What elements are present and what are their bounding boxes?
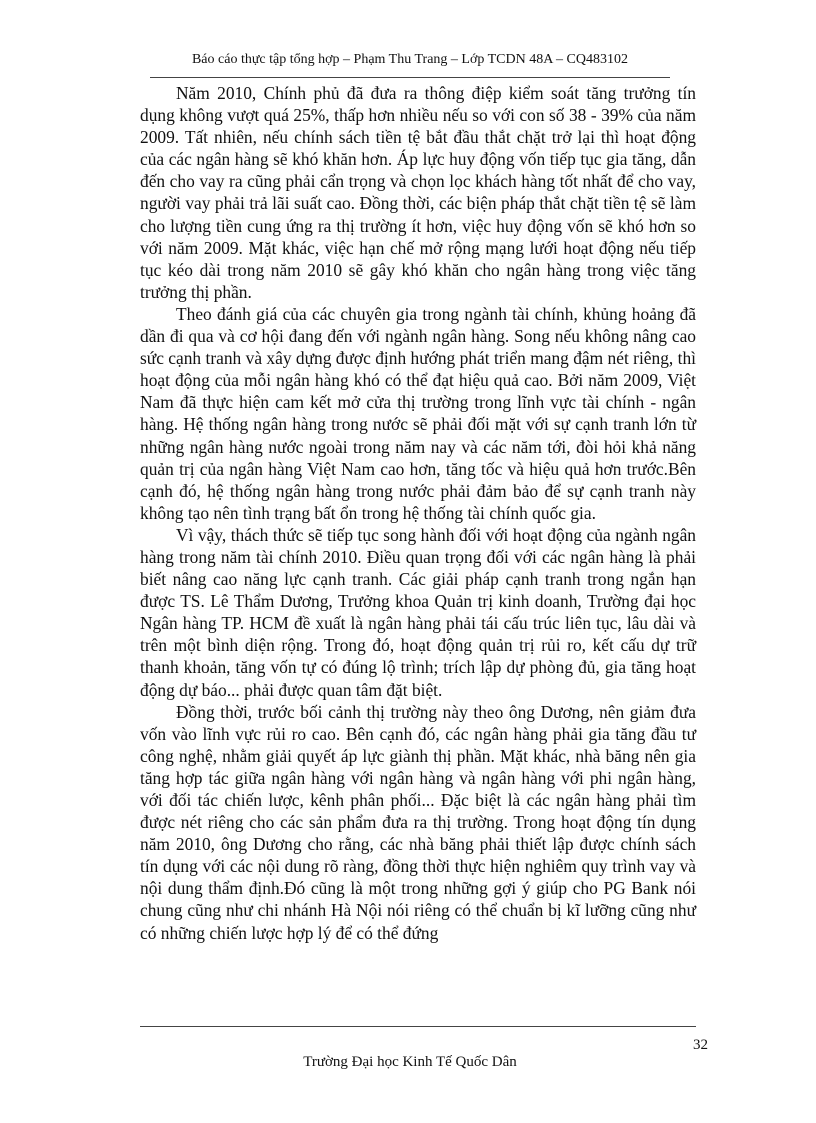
header-divider (150, 77, 670, 78)
paragraph: Đồng thời, trước bối cảnh thị trường này theo ông Dương, nên giảm đưa vốn vào lĩnh vực rủi ro cao. Bên cạnh đó, các ngân hàng phải gia tăng đầu tư công nghệ, nhằm giải quyết áp lực giành thị phần. Mặt khác, nhà băng nên gia tăng hợp tác giữa ngân hàng với ngân hàng và ngân hàng với phi ngân hàng, với đối tác chiến lược, kênh phân phối... Đặc biệt là các ngân hàng phải tìm được nét riêng cho các sản phẩm đưa ra thị trường. Trong hoạt động tín dụng năm 2010, ông Dương cho rằng, các nhà băng phải thiết lập được chính sách tín dụng với các nội dung rõ ràng, đồng thời thực hiện nghiêm quy trình vay và nội dung thẩm định.Đó cũng là một trong những gợi ý giúp cho PG Bank nói chung cũng như chi nhánh Hà Nội nói riêng có thể chuẩn bị kĩ lưỡng cũng như có những chiến lược hợp lý để có thể đứng (140, 701, 696, 943)
running-header: Báo cáo thực tập tổng hợp – Phạm Thu Trang – Lớp TCDN 48A – CQ483102 (191, 52, 629, 67)
paragraph: Năm 2010, Chính phủ đã đưa ra thông điệp kiểm soát tăng trưởng tín dụng không vượt quá 25%, thấp hơn nhiều nếu so với con số 38 - 39% của năm 2009. Tất nhiên, nếu chính sách tiền tệ bắt đầu thắt chặt trở lại thì hoạt động của các ngân hàng sẽ khó khăn hơn. Áp lực huy động vốn tiếp tục gia tăng, dẫn đến cho vay ra cũng phải cẩn trọng và chọn lọc khách hàng tốt nhất để cho vay, người vay phải trả lãi suất cao. Đồng thời, các biện pháp thắt chặt tiền tệ sẽ làm cho lượng tiền cung ứng ra thị trường ít hơn, việc huy động vốn sẽ khó hơn so với năm 2009. Mặt khác, việc hạn chế mở rộng mạng lưới hoạt động nếu tiếp tục kéo dài trong năm 2010 sẽ gây khó khăn cho ngân hàng trong việc tăng trưởng thị phần. (140, 83, 696, 302)
paragraph: Theo đánh giá của các chuyên gia trong ngành tài chính, khủng hoảng đã dần đi qua và cơ hội đang đến với ngành ngân hàng. Song nếu không nâng cao sức cạnh tranh và xây dựng được định hướng phát triển mang đậm nét riêng, thì hoạt động của mỗi ngân hàng khó có thể đạt hiệu quả cao. Bởi năm 2009, Việt Nam đã thực hiện cam kết mở cửa thị trường trong lĩnh vực tài chính - ngân hàng. Hệ thống ngân hàng trong nước sẽ phải đối mặt với sự cạnh tranh lớn từ những ngân hàng nước ngoài trong năm nay và các năm tới, đòi hỏi khả năng quản trị của ngân hàng Việt Nam cao hơn, tăng tốc và hiệu quả hơn trước.Bên cạnh đó, hệ thống ngân hàng trong nước phải đảm bảo để sự cạnh tranh này không tạo nên tình trạng bất ổn trong hệ thống tài chính quốc gia. (140, 303, 696, 523)
running-footer: Trường Đại học Kinh Tế Quốc Dân (303, 1054, 517, 1070)
paragraph: Vì vậy, thách thức sẽ tiếp tục song hành đối với hoạt động của ngành ngân hàng trong năm tài chính 2010. Điều quan trọng đối với các ngân hàng là phải biết nâng cao năng lực cạnh tranh. Các giải pháp cạnh tranh trong ngắn hạn được TS. Lê Thẩm Dương, Trưởng khoa Quản trị kinh doanh, Trường đại học Ngân hàng TP. HCM đề xuất là ngân hàng phải tái cấu trúc liên tục, lâu dài và trên một bình diện rộng. Trong đó, hoạt động quản trị rủi ro, kết cấu dự trữ thanh khoản, tăng vốn tự có đúng lộ trình; trích lập dự phòng đủ, gia tăng hoạt động dự báo... phải được quan tâm đặt biệt. (140, 524, 696, 700)
footer-divider (140, 1026, 696, 1027)
body-text (140, 82, 696, 944)
page-number: 32 (693, 1037, 708, 1053)
